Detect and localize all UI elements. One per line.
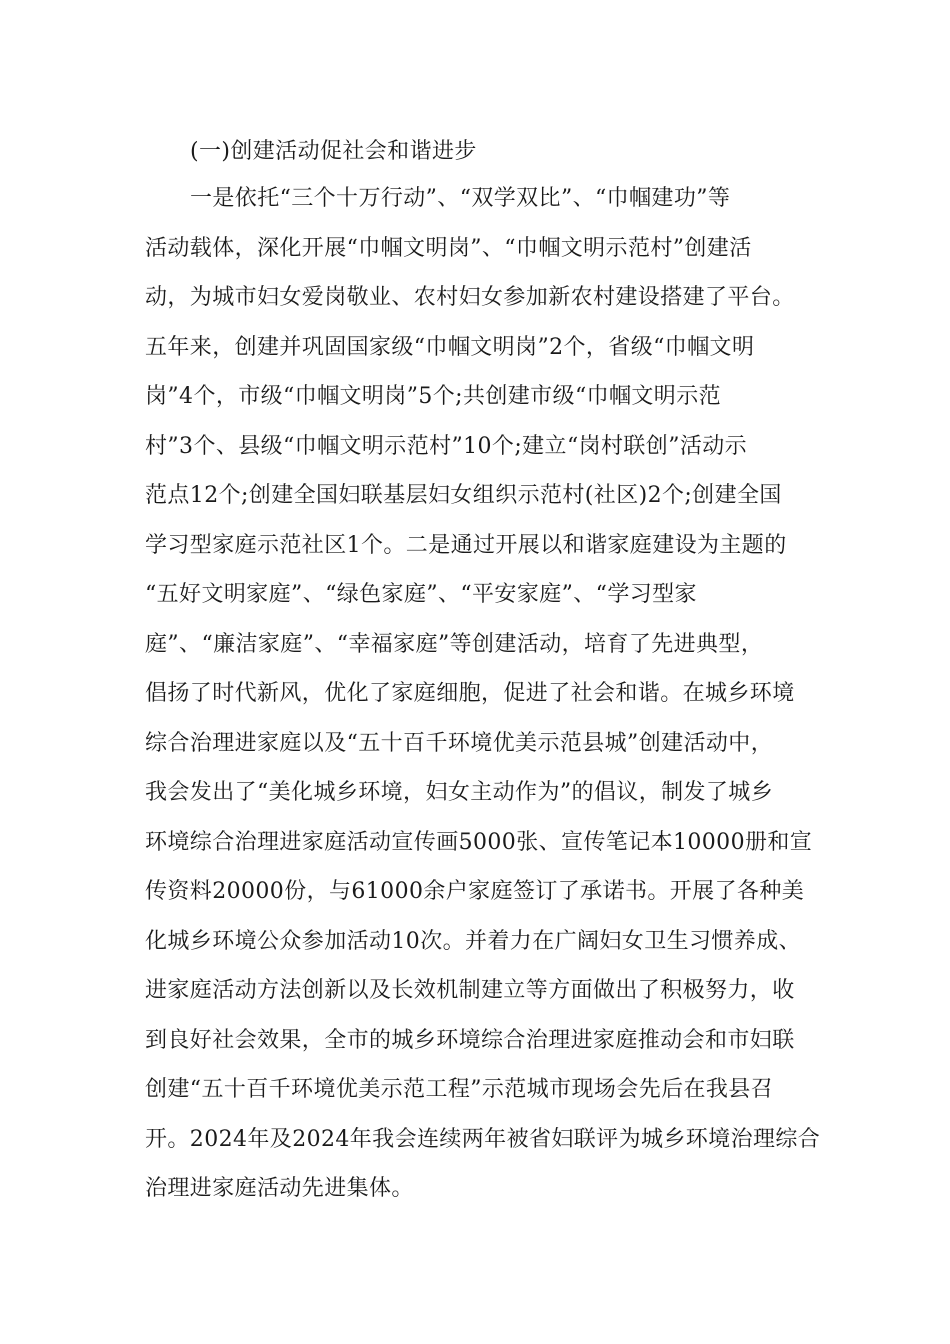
paragraph-line: 村”3个、县级“巾帼文明示范村”10个;建立“岗村联创”活动示 xyxy=(145,434,748,459)
paragraph-line: 五年来，创建并巩固国家级“巾帼文明岗”2个，省级“巾帼文明 xyxy=(145,335,755,360)
paragraph-line: “五好文明家庭”、“绿色家庭”、“平安家庭”、“学习型家 xyxy=(145,582,697,607)
paragraph-line: 学习型家庭示范社区1个。二是通过开展以和谐家庭建设为主题的 xyxy=(145,533,787,558)
paragraph-line: 综合治理进家庭以及“五十百千环境优美示范县城”创建活动中， xyxy=(145,731,774,756)
paragraph-line: 传资料20000份，与61000余户家庭签订了承诺书。开展了各种美 xyxy=(145,879,805,904)
paragraph-line: 一是依托“三个十万行动”、“双学双比”、“巾帼建功”等 xyxy=(190,186,731,211)
paragraph-line: 开。2024年及2024年我会连续两年被省妇联评为城乡环境治理综合 xyxy=(145,1127,821,1152)
paragraph-line: 环境综合治理进家庭活动宣传画5000张、宣传笔记本10000册和宣 xyxy=(145,830,813,855)
paragraph-line: 庭”、“廉洁家庭”、“幸福家庭”等创建活动，培育了先进典型， xyxy=(145,632,764,657)
paragraph-line: 进家庭活动方法创新以及长效机制建立等方面做出了积极努力，收 xyxy=(145,978,795,1003)
paragraph-line: 活动载体，深化开展“巾帼文明岗”、“巾帼文明示范村”创建活 xyxy=(145,236,752,261)
section-heading: (一)创建活动促社会和谐进步 xyxy=(190,139,477,164)
paragraph-line: 治理进家庭活动先进集体。 xyxy=(145,1176,414,1201)
paragraph-line: 倡扬了时代新风，优化了家庭细胞，促进了社会和谐。在城乡环境 xyxy=(145,681,795,706)
paragraph-line: 到良好社会效果，全市的城乡环境综合治理进家庭推动会和市妇联 xyxy=(145,1028,795,1053)
paragraph-line: 我会发出了“美化城乡环境，妇女主动作为”的倡议，制发了城乡 xyxy=(145,780,774,805)
paragraph-line: 动，为城市妇女爱岗敬业、农村妇女参加新农村建设搭建了平台。 xyxy=(145,285,795,310)
paragraph-line: 范点12个;创建全国妇联基层妇女组织示范村(社区)2个;创建全国 xyxy=(145,483,782,508)
paragraph-line: 岗”4个，市级“巾帼文明岗”5个;共创建市级“巾帼文明示范 xyxy=(145,384,721,409)
paragraph-line: 创建“五十百千环境优美示范工程”示范城市现场会先后在我县召 xyxy=(145,1077,774,1102)
paragraph-line: 化城乡环境公众参加活动10次。并着力在广阔妇女卫生习惯养成、 xyxy=(145,929,801,954)
